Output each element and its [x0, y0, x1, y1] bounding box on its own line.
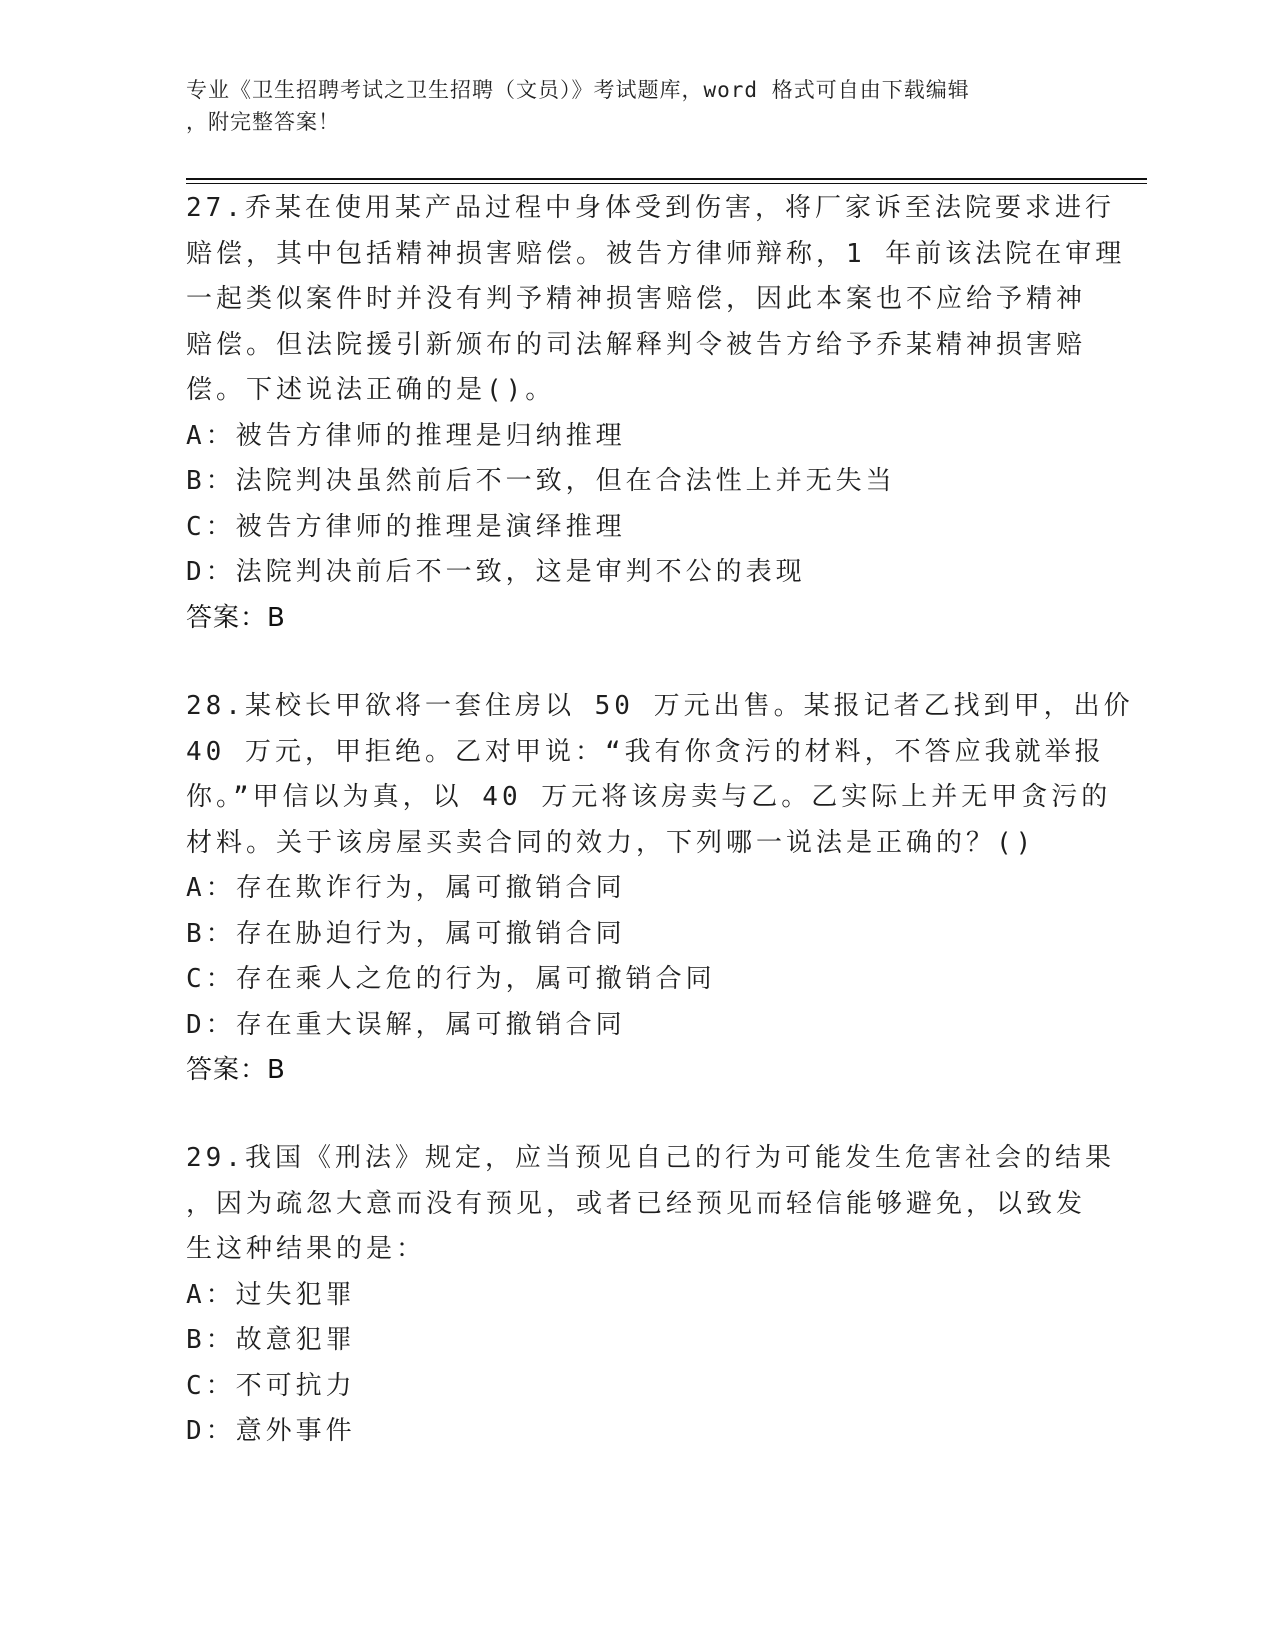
- question-stem-line: 27.乔某在使用某产品过程中身体受到伤害，将厂家诉至法院要求进行: [186, 193, 1115, 223]
- question-stem-line: ，因为疏忽大意而没有预见，或者已经预见而轻信能够避免，以致发: [186, 1188, 1087, 1219]
- option-d: D：意外事件: [186, 1416, 356, 1446]
- option-b: B：存在胁迫行为，属可撤销合同: [186, 918, 626, 949]
- option-d: D：法院判决前后不一致，这是审判不公的表现: [186, 557, 806, 587]
- question-29: [186, 1136, 1115, 1455]
- question-27: [186, 186, 1126, 641]
- option-c: C：存在乘人之危的行为，属可撤销合同: [186, 964, 716, 994]
- header-divider-thick: [186, 178, 1147, 180]
- question-stem-line: 28.某校长甲欲将一套住房以 50 万元出售。某报记者乙找到甲，出价: [186, 691, 1134, 721]
- answer-label: 答案：B: [186, 602, 286, 633]
- question-stem-line: 生这种结果的是：: [186, 1234, 427, 1264]
- answer-label: 答案：B: [186, 1055, 286, 1085]
- question-stem-line: 材料。关于该房屋买卖合同的效力，下列哪一说法是正确的？(): [186, 827, 1036, 858]
- question-28: [186, 684, 1134, 1094]
- option-a: A：过失犯罪: [186, 1279, 356, 1310]
- question-stem-line: 赔偿。但法院援引新颁布的司法解释判令被告方给予乔某精神损害赔: [186, 329, 1087, 360]
- option-c: C：不可抗力: [186, 1370, 356, 1401]
- option-d: D：存在重大误解，属可撤销合同: [186, 1009, 626, 1040]
- option-a: A：存在欺诈行为，属可撤销合同: [186, 873, 626, 903]
- header-line-1: 专业《卫生招聘考试之卫生招聘（文员）》考试题库，word 格式可自由下载编辑: [186, 78, 970, 102]
- question-stem-line: 40 万元，甲拒绝。乙对甲说：“我有你贪污的材料，不答应我就举报: [186, 736, 1105, 767]
- question-stem-line: 29.我国《刑法》规定，应当预见自己的行为可能发生危害社会的结果: [186, 1143, 1115, 1173]
- question-stem-line: 赔偿，其中包括精神损害赔偿。被告方律师辩称，1 年前该法院在审理: [186, 238, 1126, 269]
- question-stem-line: 一起类似案件时并没有判予精神损害赔偿，因此本案也不应给予精神: [186, 284, 1087, 314]
- option-c: C：被告方律师的推理是演绎推理: [186, 511, 626, 542]
- option-b: B：法院判决虽然前后不一致，但在合法性上并无失当: [186, 466, 896, 496]
- question-stem-line: 你。”甲信以为真，以 40 万元将该房卖与乙。乙实际上并无甲贪污的: [186, 782, 1112, 812]
- question-stem-line: 偿。下述说法正确的是()。: [186, 375, 556, 405]
- header-line-2: ，附完整答案！: [186, 110, 340, 134]
- option-b: B：故意犯罪: [186, 1325, 356, 1355]
- option-a: A：被告方律师的推理是归纳推理: [186, 420, 626, 451]
- document-header: [186, 74, 1066, 138]
- header-divider-thin: [186, 183, 1147, 184]
